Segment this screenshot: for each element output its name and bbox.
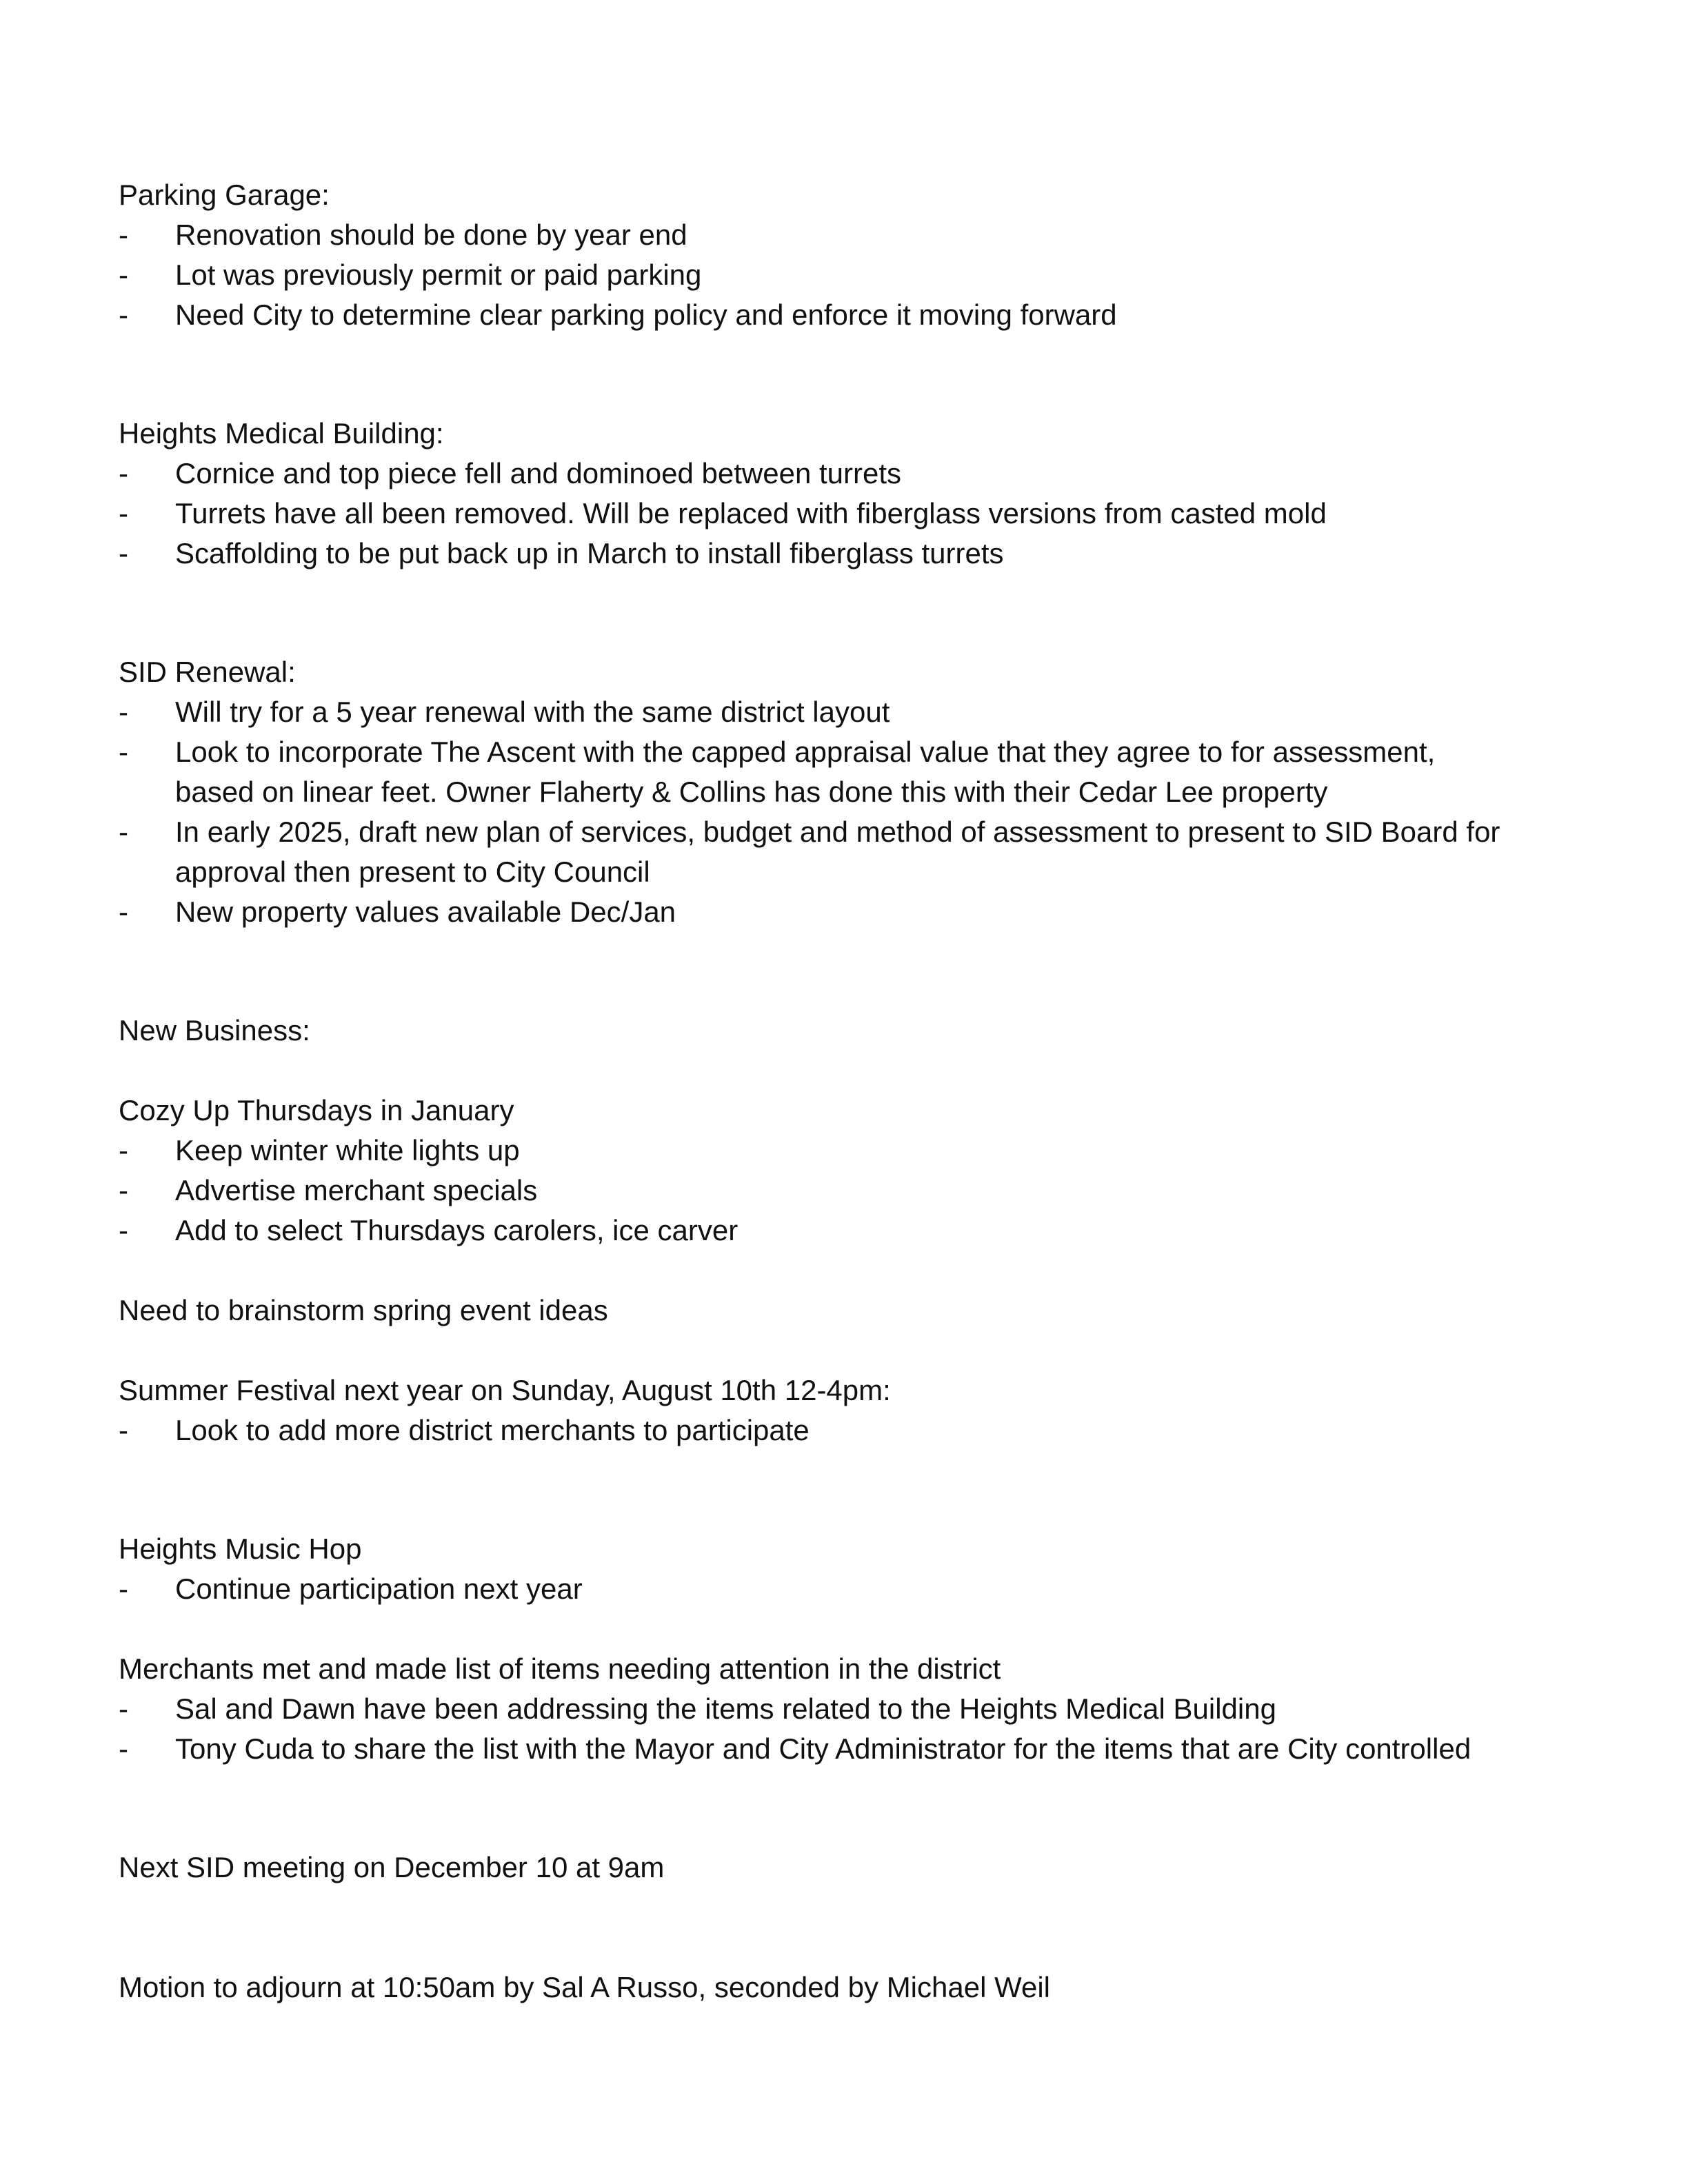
bullet-dash: -	[119, 1214, 128, 1246]
bullet-dash: -	[119, 1573, 128, 1605]
section-heading-musichop: Heights Music Hop	[119, 1533, 362, 1565]
list-item-text: Renovation should be done by year end	[175, 219, 687, 251]
list-item-text: In early 2025, draft new plan of services, budget and method of assessment to present to SID Board for	[175, 816, 1500, 848]
list-item-text: Look to incorporate The Ascent with the capped appraisal value that they agree to for assessment,	[175, 736, 1436, 768]
section-heading-spring: Need to brainstorm spring event ideas	[119, 1294, 608, 1326]
list-item-text: Turrets have all been removed. Will be replaced with fiberglass versions from casted mold	[175, 497, 1327, 529]
list-item-text: Will try for a 5 year renewal with the same district layout	[175, 696, 890, 728]
bullet-dash: -	[119, 537, 128, 569]
list-item-text: Need City to determine clear parking policy and enforce it moving forward	[175, 299, 1117, 331]
bullet-dash: -	[119, 696, 128, 728]
list-item-text: Lot was previously permit or paid parking	[175, 259, 702, 291]
section-heading-medical: Heights Medical Building:	[119, 417, 444, 449]
bullet-dash: -	[119, 457, 128, 489]
motion-text: Motion to adjourn at 10:50am by Sal A Russo, seconded by Michael Weil	[119, 1971, 1050, 2003]
list-item-text: Advertise merchant specials	[175, 1174, 538, 1206]
bullet-dash: -	[119, 1692, 128, 1725]
list-item-text: Sal and Dawn have been addressing the items related to the Heights Medical Building	[175, 1692, 1276, 1725]
next-meeting-text: Next SID meeting on December 10 at 9am	[119, 1851, 665, 1883]
list-item-continuation: approval then present to City Council	[175, 856, 650, 888]
bullet-dash: -	[119, 816, 128, 848]
list-item-text: Look to add more district merchants to participate	[175, 1414, 810, 1446]
bullet-dash: -	[119, 1174, 128, 1206]
bullet-dash: -	[119, 497, 128, 529]
list-item-continuation: based on linear feet. Owner Flaherty & Collins has done this with their Cedar Lee property	[175, 776, 1328, 808]
bullet-dash: -	[119, 1414, 128, 1446]
list-item-text: Keep winter white lights up	[175, 1134, 520, 1166]
section-heading-new-business: New Business:	[119, 1014, 310, 1046]
bullet-dash: -	[119, 896, 128, 928]
bullet-dash: -	[119, 1134, 128, 1166]
bullet-dash: -	[119, 1732, 128, 1765]
bullet-dash: -	[119, 259, 128, 291]
list-item-text: Scaffolding to be put back up in March to install fiberglass turrets	[175, 537, 1004, 569]
bullet-dash: -	[119, 736, 128, 768]
section-heading-sid: SID Renewal:	[119, 656, 296, 688]
list-item-text: Tony Cuda to share the list with the Mayor and City Administrator for the items that are City controlled	[175, 1732, 1471, 1765]
list-item-text: Cornice and top piece fell and dominoed between turrets	[175, 457, 901, 489]
bullet-dash: -	[119, 219, 128, 251]
section-heading-parking: Parking Garage:	[119, 179, 330, 211]
list-item-text: Continue participation next year	[175, 1573, 583, 1605]
section-heading-summer: Summer Festival next year on Sunday, August 10th 12-4pm:	[119, 1374, 891, 1406]
bullet-dash: -	[119, 299, 128, 331]
list-item-text: New property values available Dec/Jan	[175, 896, 676, 928]
list-item-text: Add to select Thursdays carolers, ice carver	[175, 1214, 738, 1246]
section-heading-merchants: Merchants met and made list of items needing attention in the district	[119, 1652, 1001, 1685]
section-heading-cozy: Cozy Up Thursdays in January	[119, 1094, 514, 1126]
